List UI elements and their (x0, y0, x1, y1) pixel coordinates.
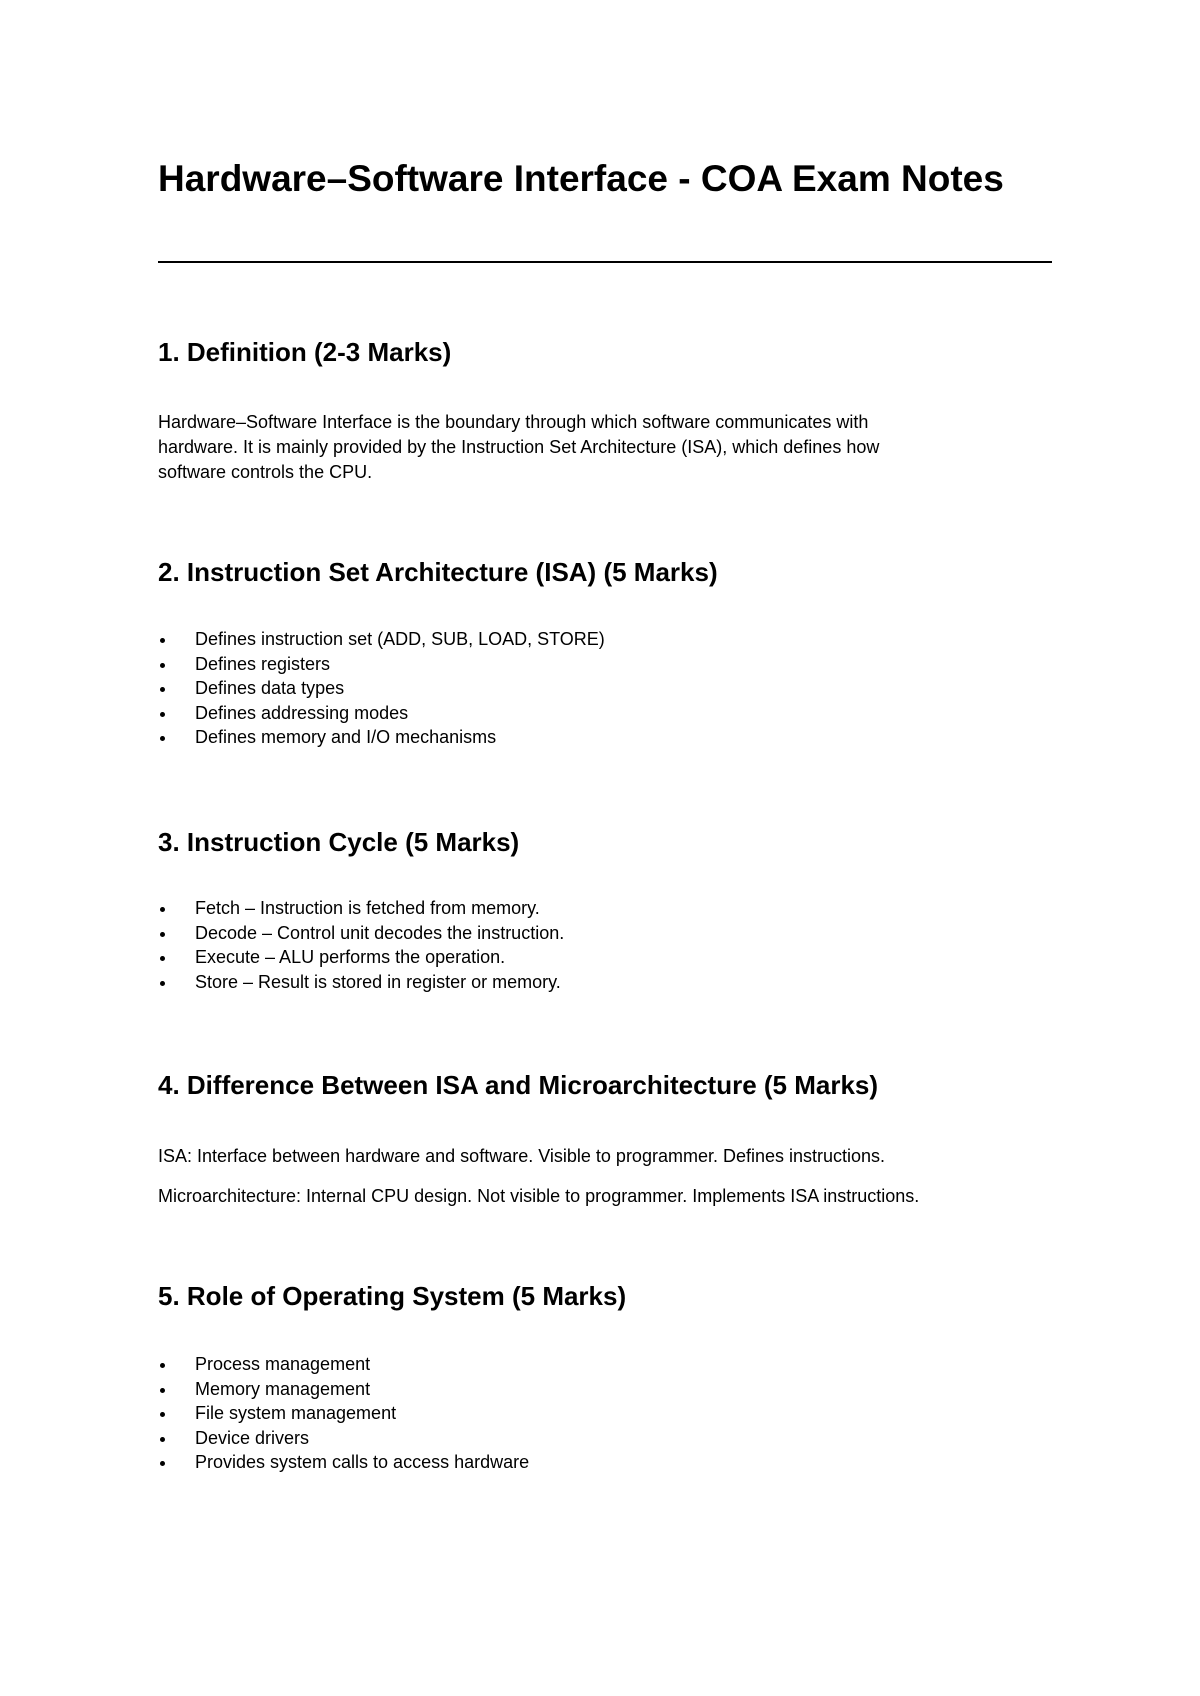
list-item (158, 701, 1052, 726)
section-heading: 2. Instruction Set Architecture (ISA) (5 Marks) (158, 557, 718, 587)
section-definition (158, 335, 1052, 485)
list-item-text: Provides system calls to access hardware (195, 1452, 530, 1472)
section-heading: 3. Instruction Cycle (5 Marks) (158, 827, 520, 857)
list-item (158, 970, 1052, 995)
list-item-text: Execute – ALU performs the operation. (195, 947, 506, 967)
bullet-icon (160, 1388, 165, 1393)
section-heading: 1. Definition (2-3 Marks) (158, 337, 452, 367)
bullet-icon (160, 1412, 165, 1417)
paragraph-line: software controls the CPU. (158, 462, 373, 482)
list-item (158, 1377, 1052, 1402)
list-item-text: Defines instruction set (ADD, SUB, LOAD, STORE) (195, 629, 605, 649)
list-item (158, 627, 1052, 652)
list-item-text: File system management (195, 1403, 397, 1423)
os-bullet-list (158, 1352, 1052, 1475)
list-item-text: Defines memory and I/O mechanisms (195, 727, 497, 747)
list-item-text: Defines addressing modes (195, 702, 409, 723)
section-heading: 4. Difference Between ISA and Microarchitecture (5 Marks) (158, 1070, 879, 1100)
bullet-icon (160, 687, 165, 692)
bullet-icon (160, 663, 165, 668)
bullet-icon (160, 932, 165, 937)
list-item-text: Defines data types (195, 678, 345, 698)
list-item (158, 921, 1052, 946)
list-item-text: Device drivers (195, 1427, 310, 1448)
list-item (158, 1401, 1052, 1426)
list-item (158, 1426, 1052, 1451)
bullet-icon (160, 981, 165, 986)
bullet-icon (160, 736, 165, 741)
paragraph-line: Hardware–Software Interface is the boundary through which software communicates with (158, 412, 869, 432)
bullet-icon (160, 1363, 165, 1368)
section-operating-system (158, 1279, 1052, 1475)
paragraph-line: hardware. It is mainly provided by the Instruction Set Architecture (ISA), which defines how (158, 437, 880, 457)
section-isa (158, 555, 1052, 750)
microarchitecture-paragraph: Microarchitecture: Internal CPU design. Not visible to programmer. Implements ISA instructions. (158, 1186, 920, 1206)
list-item (158, 1450, 1052, 1475)
page-title: Hardware–Software Interface - COA Exam Notes (158, 158, 1004, 199)
cycle-bullet-list (158, 896, 1052, 994)
section-isa-vs-microarchitecture (158, 1068, 1052, 1209)
list-item (158, 1352, 1052, 1377)
section-heading: 5. Role of Operating System (5 Marks) (158, 1281, 627, 1311)
list-item-text: Process management (195, 1354, 371, 1374)
list-item-text: Decode – Control unit decodes the instruction. (195, 922, 565, 943)
list-item (158, 945, 1052, 970)
list-item-text: Store – Result is stored in register or memory. (195, 971, 561, 992)
list-item (158, 896, 1052, 921)
definition-paragraph (158, 410, 1052, 485)
list-item-text: Fetch – Instruction is fetched from memory. (195, 898, 540, 918)
list-item (158, 676, 1052, 701)
list-item-text: Memory management (195, 1378, 371, 1399)
bullet-icon (160, 907, 165, 912)
isa-paragraph: ISA: Interface between hardware and software. Visible to programmer. Defines instructions. (158, 1146, 886, 1166)
list-item (158, 652, 1052, 677)
section-instruction-cycle (158, 825, 1052, 994)
isa-bullet-list (158, 627, 1052, 750)
bullet-icon (160, 712, 165, 717)
bullet-icon (160, 956, 165, 961)
bullet-icon (160, 1437, 165, 1442)
list-item (158, 725, 1052, 750)
bullet-icon (160, 1461, 165, 1466)
horizontal-rule (158, 261, 1052, 263)
bullet-icon (160, 638, 165, 643)
list-item-text: Defines registers (195, 653, 331, 674)
